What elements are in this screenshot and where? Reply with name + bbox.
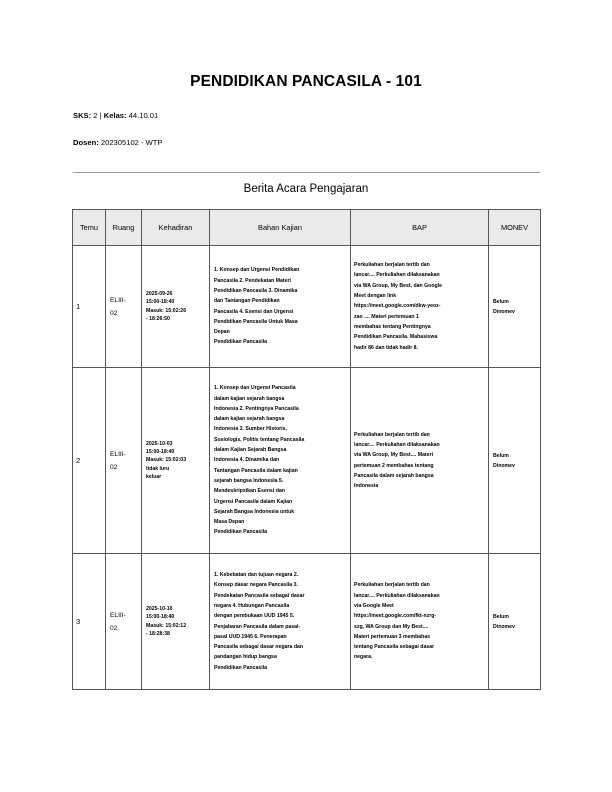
bap-line: via WA Group, My Best, dan Google xyxy=(354,282,443,289)
bahan-line: pandangan hidup bangsa xyxy=(214,654,277,661)
ruang-line: 02 xyxy=(110,463,118,471)
bap-line: Pancasila dalam sejarah bangsa xyxy=(354,472,434,479)
monev-line: Belum xyxy=(493,613,509,620)
course-title: PENDIDIKAN PANCASILA - 101 xyxy=(190,73,422,90)
bahan-line: Sejarah Bangsa Indonesia untuk xyxy=(214,508,295,515)
bahan-line: Pendidikan Pancasila xyxy=(214,529,268,536)
temu-cell: 3 xyxy=(73,554,106,690)
monev-cell xyxy=(489,554,541,690)
kehadiran-line: tidak luru xyxy=(146,465,170,472)
bahan-line: Mendeskripsikan Esensi dan xyxy=(214,488,285,495)
bap-line: Perkuliahan berjalan tertib dan xyxy=(354,582,430,589)
bahan-line: dalam Kajian Sejarah Bangsa xyxy=(214,447,287,454)
bahan-line: pasal UUD 1945 6. Penerapan xyxy=(214,633,287,640)
bap-cell xyxy=(351,554,489,690)
monev-line: Dinomev xyxy=(493,623,515,630)
kehadiran-cell xyxy=(142,368,210,554)
bahan-line: Indonesia 3. Sumber Historis, xyxy=(214,426,287,433)
table-header-row xyxy=(73,210,541,246)
kehadiran-line: Masuk: 15:02:03 xyxy=(146,457,187,464)
ruang-line: ELIII- xyxy=(110,611,126,619)
bap-line: lancar.... Perkuliahan dilaksanakan xyxy=(354,272,440,279)
monev-line: Belum xyxy=(493,298,509,305)
header-kehadiran: Kehadiran xyxy=(142,210,210,246)
bap-line: https://meet.google.com/fkt-nzrg- xyxy=(354,613,437,620)
bap-line: pertemuan 2 membahas tentang xyxy=(354,462,434,469)
ruang-line: ELIII- xyxy=(110,450,126,458)
temu-cell: 2 xyxy=(73,368,106,554)
bap-line: Pendidikan Pancasila. Mahasiswa xyxy=(354,334,438,341)
bahan-kajian-cell xyxy=(210,368,351,554)
kehadiran-line: 2025-10-10 xyxy=(146,606,173,613)
bap-line: negara. xyxy=(354,654,373,661)
dosen-label: Dosen: xyxy=(73,138,99,147)
ruang-cell xyxy=(106,246,142,368)
bahan-line: Pendidikan Pancasila 3. Dinamika xyxy=(214,287,298,294)
kehadiran-cell xyxy=(142,554,210,690)
table-row xyxy=(73,554,541,690)
kehadiran-line: keluar xyxy=(146,473,162,480)
kehadiran-line: 15:00-18:40 xyxy=(146,614,175,621)
ruang-line: ELIII- xyxy=(110,296,126,304)
kehadiran-line: 2025-10-03 xyxy=(146,441,173,448)
bahan-line: Urgensi Pancasila dalam Kajian xyxy=(214,498,293,505)
monev-line: Dinomev xyxy=(493,308,515,315)
bahan-line: negara 4. Hubungan Pancasila xyxy=(214,602,290,609)
course-info-line xyxy=(73,111,158,120)
bahan-line: Tantangan Pancasila dalam kajian xyxy=(214,467,298,474)
lecturer-line xyxy=(73,138,163,147)
separator: | xyxy=(99,111,102,120)
header-ruang: Ruang xyxy=(106,210,142,246)
header-bahan-kajian: Bahan Kajian xyxy=(210,210,351,246)
bap-line: via WA Group, My Best.... Materi xyxy=(354,452,434,459)
bap-cell xyxy=(351,368,489,554)
bap-line: lancar.... Perkuliahan dilaksanakan xyxy=(354,592,440,599)
header-bap: BAP xyxy=(351,210,489,246)
bahan-line: Pancasila 2. Pendekatan Materi xyxy=(214,277,291,284)
ruang-cell xyxy=(106,554,142,690)
bahan-line: Konsep dasar negara Pancasila 3. xyxy=(214,582,298,589)
bahan-line: Indonesia 2. Pentingnya Pancasila xyxy=(214,405,299,412)
bahan-line: Indonesia 4. Dinamika dan xyxy=(214,457,280,464)
bahan-line: Pendidikan Pancasila Untuk Masa xyxy=(214,318,298,325)
bahan-kajian-cell xyxy=(210,246,351,368)
teaching-report-table xyxy=(72,209,541,690)
bap-line: tentang Pancasila sebagai dasar xyxy=(354,644,435,651)
bahan-line: Depan xyxy=(214,329,230,336)
ruang-line: 02 xyxy=(110,309,118,317)
bap-line: szg, WA Group dan My Best.... xyxy=(354,623,429,630)
bap-line: Meet dengan link xyxy=(354,293,397,300)
kehadiran-line: Masuk: 15:02:26 xyxy=(146,307,187,314)
bahan-kajian-cell xyxy=(210,554,351,690)
monev-cell xyxy=(489,368,541,554)
divider xyxy=(73,172,540,173)
bahan-line: 1. Kebebatan dan tujuan negara 2. xyxy=(214,572,299,579)
kehadiran-line: - 18:26:50 xyxy=(146,315,170,322)
section-title: Berita Acara Pengajaran xyxy=(243,183,369,195)
kehadiran-line: - 18:28:38 xyxy=(146,630,170,637)
bap-line: hadir 86 dan tidak hadir 8. xyxy=(354,344,418,351)
kelas-value: 44.10.01 xyxy=(128,111,159,120)
kehadiran-cell xyxy=(142,246,210,368)
bahan-line: dalam kajian sejarah bangsa xyxy=(214,395,285,402)
ruang-line: 02 xyxy=(110,624,118,632)
monev-line: Belum xyxy=(493,452,509,459)
bahan-line: Pancasila 4. Esensi dan Urgensi xyxy=(214,308,294,315)
table-row xyxy=(73,368,541,554)
bahan-line: dalam kajian sejarah bangsa xyxy=(214,416,285,423)
monev-cell xyxy=(489,246,541,368)
bap-line: Indonesia xyxy=(354,483,379,490)
bap-line: Perkuliahan berjalan tertib dan xyxy=(354,262,430,269)
bahan-line: dengan pembukaan UUD 1945 5. xyxy=(214,613,295,620)
bahan-line: 1. Konsep dan Urgensi Pendidikan xyxy=(214,267,300,274)
bahan-line: 1. Konsep dan Urgensi Pancasila xyxy=(214,385,296,392)
table-row xyxy=(73,246,541,368)
bahan-line: Penjabaran Pancasila dalam pasal- xyxy=(214,623,301,630)
bap-line: Materi pertemuan 3 membahas xyxy=(354,633,431,640)
kehadiran-line: Masuk: 15:02:12 xyxy=(146,622,187,629)
kehadiran-line: 2025-09-26 xyxy=(146,291,173,298)
bahan-line: Masa Depan xyxy=(214,519,245,526)
bahan-line: Pendidikan Pancasila xyxy=(214,339,268,346)
bap-line: https://meet.google.com/dkw-yeoz- xyxy=(354,303,441,310)
sks-label: SKS: xyxy=(73,111,92,120)
bahan-line: Pendekatan Pancasila sebagai dasar xyxy=(214,592,305,599)
bahan-line: sejarah bangsa Indonesia 5. xyxy=(214,477,284,484)
bap-line: via Google Meet xyxy=(354,602,394,609)
bap-cell xyxy=(351,246,489,368)
bahan-line: Pancasila sebagai dasar negara dan xyxy=(214,644,304,651)
header-monev: MONEV xyxy=(489,210,541,246)
bap-line: Perkuliahan berjalan tertib dan xyxy=(354,431,430,438)
bap-line: zao .... Materi pertemuan 1 xyxy=(354,313,419,320)
bap-line: lancar.... Perkuliahan dilaksanakan xyxy=(354,441,440,448)
kehadiran-line: 15:00-18:40 xyxy=(146,299,175,306)
bahan-line: Sosiologis, Politis tentang Pancasila xyxy=(214,436,305,443)
ruang-cell xyxy=(106,368,142,554)
dosen-value: 202305102 - WTP xyxy=(100,138,163,147)
header-temu: Temu xyxy=(73,210,106,246)
bahan-line: Pendidikan Pancasila xyxy=(214,664,268,671)
kelas-label: Kelas: xyxy=(103,111,127,120)
sks-value: 2 xyxy=(93,111,98,120)
bahan-line: dan Tantangan Pendidikan xyxy=(214,298,280,305)
bap-line: membahas tentang Pentingnya xyxy=(354,323,431,330)
kehadiran-line: 15:00-18:40 xyxy=(146,449,175,456)
monev-line: Dinomev xyxy=(493,462,515,469)
temu-cell: 1 xyxy=(73,246,106,368)
